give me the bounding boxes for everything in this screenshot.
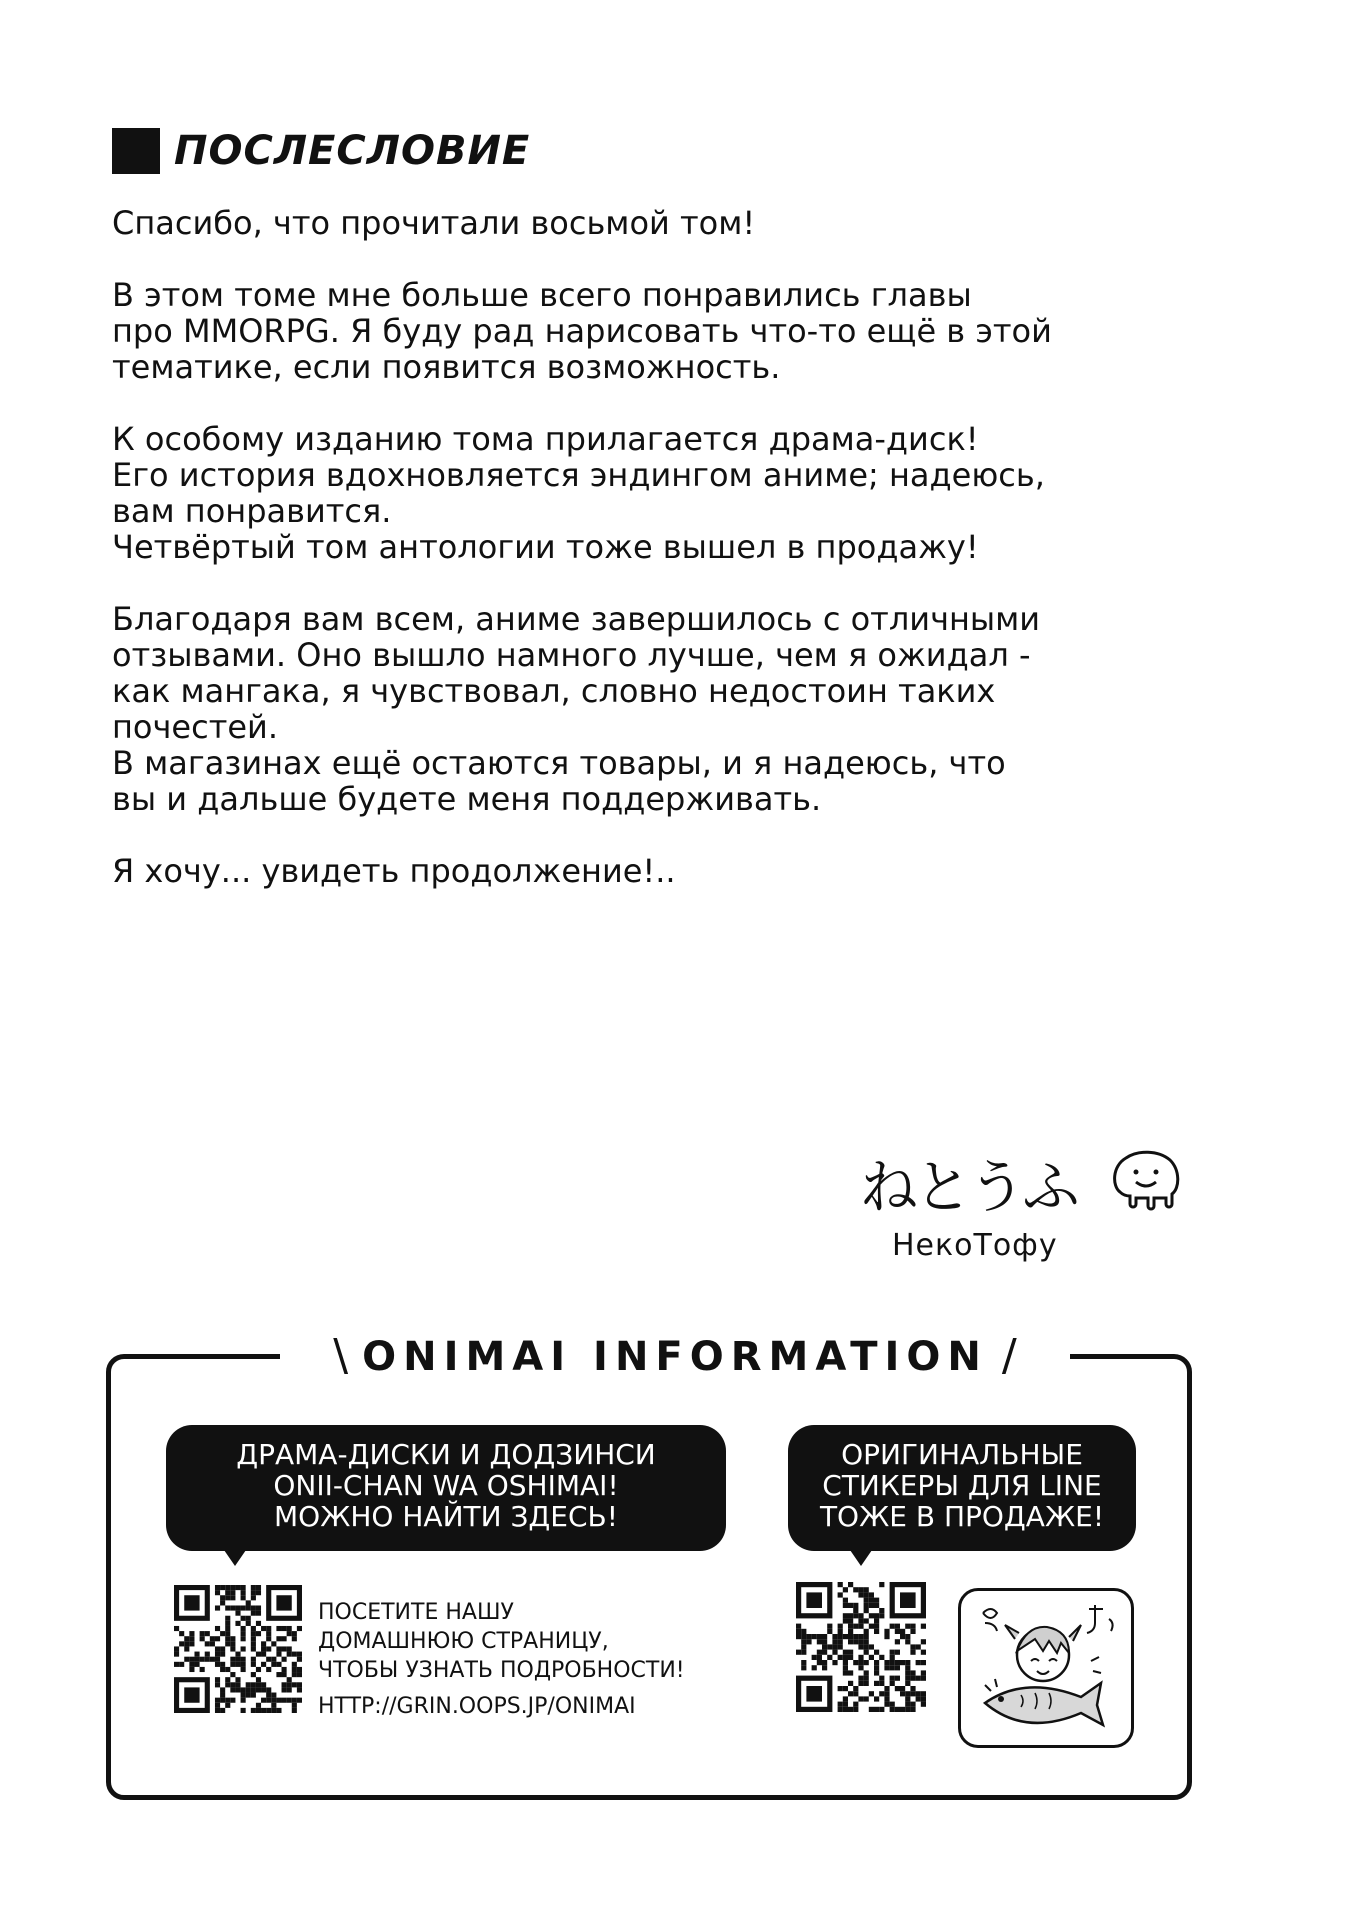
paragraph xyxy=(112,601,1192,817)
smiley-face-icon xyxy=(1110,1148,1182,1214)
text-line: К особому изданию тома прилагается драма-диск! xyxy=(112,420,979,458)
drama-cd-bubble xyxy=(166,1425,726,1551)
afterword-body xyxy=(112,205,1192,925)
text-line: В этом томе мне больше всего понравились главы xyxy=(112,276,972,314)
visit-line: ПОСЕТИТЕ НАШУ xyxy=(318,1600,514,1625)
text-line: Благодаря вам всем, аниме завершилось с отличными xyxy=(112,600,1041,638)
bubble-line: ТОЖЕ В ПРОДАЖЕ! xyxy=(819,1500,1105,1533)
author-signature xyxy=(860,1140,1180,1270)
line-stickers-bubble xyxy=(788,1425,1136,1551)
visit-line: ДОМАШНЮЮ СТРАНИЦУ, xyxy=(318,1629,609,1654)
paragraph xyxy=(112,205,1192,241)
bubble-tail xyxy=(224,1550,246,1566)
visit-homepage-text xyxy=(318,1598,685,1685)
text-line: Четвёртый том антологии тоже вышел в продажу! xyxy=(112,528,979,566)
text-line: тематике, если появится возможность. xyxy=(112,348,781,386)
backslash-decoration-icon: \ xyxy=(333,1330,349,1381)
stickers-qr-code-icon[interactable] xyxy=(796,1582,926,1712)
slash-decoration-icon: / xyxy=(1001,1330,1017,1381)
text-line: Спасибо, что прочитали восьмой том! xyxy=(112,204,756,242)
text-line: Я хочу... увидеть продолжение!.. xyxy=(112,852,676,890)
paragraph xyxy=(112,853,1192,889)
bubble-line: ОРИГИНАЛЬНЫЕ xyxy=(841,1438,1083,1471)
text-line: как мангака, я чувствовал, словно недостоин таких xyxy=(112,672,996,710)
homepage-url-link[interactable]: HTTP://GRIN.OOPS.JP/ONIMAI xyxy=(318,1694,636,1719)
sticker-image xyxy=(958,1588,1134,1748)
girl-with-fish-sticker-icon xyxy=(961,1591,1131,1745)
text-line: про MMORPG. Я буду рад нарисовать что-то ещё в этой xyxy=(112,312,1052,350)
bubble-line: ONII-CHAN WA OSHIMAI! xyxy=(273,1469,619,1502)
visit-line: ЧТОБЫ УЗНАТЬ ПОДРОБНОСТИ! xyxy=(318,1658,685,1683)
text-line: В магазинах ещё остаются товары, и я надеюсь, что xyxy=(112,744,1006,782)
paragraph xyxy=(112,277,1192,385)
text-line: отзывами. Оно вышло намного лучше, чем я ожидал - xyxy=(112,636,1031,674)
bubble-line: ДРАМА-ДИСКИ И ДОДЗИНСИ xyxy=(236,1438,656,1471)
afterword-title: ПОСЛЕСЛОВИЕ xyxy=(174,128,531,174)
signature-japanese: ねとうふ xyxy=(860,1153,1077,1221)
bubble-tail xyxy=(850,1550,872,1566)
homepage-qr-code-icon[interactable] xyxy=(174,1585,302,1713)
text-line: Его история вдохновляется эндингом аниме; надеюсь, xyxy=(112,456,1045,494)
info-title xyxy=(0,1330,1350,1381)
signature-name: НекоТофу xyxy=(892,1228,1058,1263)
afterword-heading xyxy=(112,128,530,174)
heading-square-icon xyxy=(112,128,160,174)
text-line: вы и дальше будете меня поддерживать. xyxy=(112,780,822,818)
info-title-text: ONIMAI INFORMATION xyxy=(362,1334,988,1380)
text-line: вам понравится. xyxy=(112,492,392,530)
bubble-line: СТИКЕРЫ ДЛЯ LINE xyxy=(822,1469,1102,1502)
bubble-line: МОЖНО НАЙТИ ЗДЕСЬ! xyxy=(274,1500,618,1533)
paragraph xyxy=(112,421,1192,565)
text-line: почестей. xyxy=(112,708,278,746)
